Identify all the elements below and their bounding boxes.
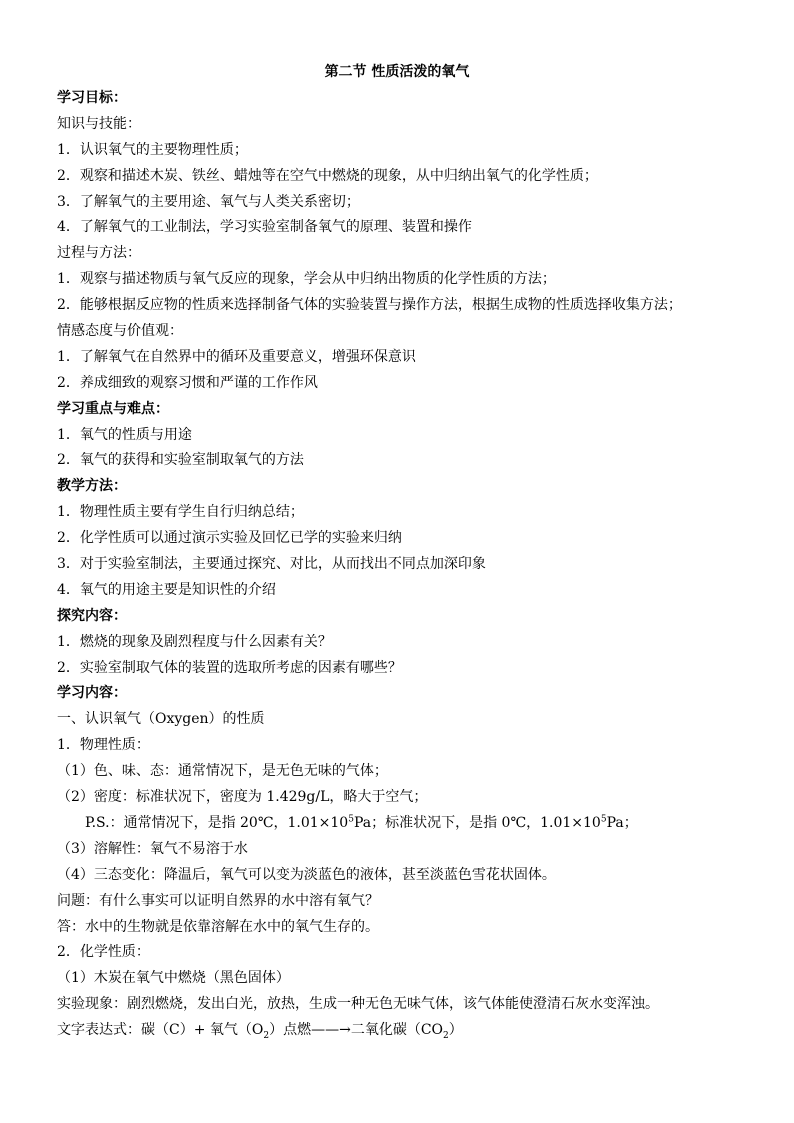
body-line: 一、认识氧气（Oxygen）的性质 xyxy=(57,711,265,728)
body-line: 2．化学性质可以通过演示实验及回忆已学的实验来归纳 xyxy=(57,530,402,547)
body-line: 2．实验室制取气体的装置的选取所考虑的因素有哪些？ xyxy=(57,659,402,676)
body-line: 1．物理性质： xyxy=(57,737,150,754)
body-line: 问题：有什么事实可以证明自然界的水中溶有氧气？ xyxy=(57,892,379,909)
ps-sup-2: 5 xyxy=(600,814,607,825)
body-line: 过程与方法： xyxy=(57,245,141,262)
body-line: （1）木炭在氧气中燃烧（黑色固体） xyxy=(57,970,290,987)
formula-part-3: ） xyxy=(448,1022,463,1039)
body-line: 知识与技能： xyxy=(57,115,141,132)
document-body xyxy=(57,86,747,1044)
body-line: 情感态度与价值观： xyxy=(57,323,183,340)
body-line: 2．观察和描述木炭、铁丝、蜡烛等在空气中燃烧的现象，从中归纳出氧气的化学性质； xyxy=(57,167,598,184)
ps-prefix: P.S.：通常情况下，是指 20℃，1.01×10 xyxy=(85,814,349,831)
body-line: 2．能够根据反应物的性质来选择制备气体的实验装置与操作方法，根据生成物的性质选择收集方法； xyxy=(57,297,682,314)
body-line: 2．化学性质： xyxy=(57,944,150,961)
body-heading: 学习内容： xyxy=(57,685,127,702)
ps-note-line xyxy=(57,811,747,837)
ps-suffix: Pa； xyxy=(606,814,638,831)
text-block-1 xyxy=(57,86,747,811)
body-line: （3）溶解性：氧气不易溶于水 xyxy=(57,840,248,857)
formula-sub-2: 2 xyxy=(443,1030,449,1041)
ps-sup-1: 5 xyxy=(348,814,354,825)
body-line: 实验现象：剧烈燃烧，发出白光，放热，生成一种无色无味气体，该气体能使澄清石灰水变浑浊。 xyxy=(57,996,659,1013)
body-heading: 探究内容： xyxy=(57,607,127,624)
body-line: 2．养成细致的观察习惯和严谨的工作作风 xyxy=(57,374,318,391)
body-heading: 教学方法： xyxy=(57,478,127,495)
body-line: 1．了解氧气在自然界中的循环及重要意义，增强环保意识 xyxy=(57,348,416,365)
body-line: 1．观察与描述物质与氧气反应的现象，学会从中归纳出物质的化学性质的方法； xyxy=(57,271,556,288)
body-line: 1．物理性质主要有学生自行归纳总结； xyxy=(57,504,304,521)
body-line: （1）色、味、态：通常情况下，是无色无味的气体； xyxy=(57,763,388,780)
body-line: 4．氧气的用途主要是知识性的介绍 xyxy=(57,581,276,598)
body-line: 1．燃烧的现象及剧烈程度与什么因素有关？ xyxy=(57,633,332,650)
formula-sub-1: 2 xyxy=(263,1030,270,1041)
ps-middle: Pa；标准状况下，是指 0℃，1.01×10 xyxy=(353,814,601,831)
formula-part-1: 文字表达式：碳（C）+ 氧气（O xyxy=(57,1022,264,1039)
document-title: 第二节 性质活泼的氧气 xyxy=(324,64,470,80)
formula-part-2: ）点燃——→二氧化碳（CO xyxy=(269,1022,444,1039)
body-line: 2．氧气的获得和实验室制取氧气的方法 xyxy=(57,452,304,469)
text-block-2 xyxy=(57,837,747,1018)
body-line: 1．氧气的性质与用途 xyxy=(57,426,192,443)
body-heading: 学习目标： xyxy=(57,90,127,106)
body-line: 4．了解氧气的工业制法，学习实验室制备氧气的原理、装置和操作 xyxy=(57,219,472,236)
formula-line xyxy=(57,1018,747,1044)
body-line: 3．了解氧气的主要用途、氧气与人类关系密切； xyxy=(57,193,360,210)
body-line: （2）密度：标准状况下，密度为 1.429g/L，略大于空气； xyxy=(57,789,428,806)
body-heading: 学习重点与难点： xyxy=(57,400,169,417)
body-line: 答：水中的生物就是依靠溶解在水中的氧气生存的。 xyxy=(57,918,379,935)
body-line: 3．对于实验室制法，主要通过探究、对比，从而找出不同点加深印象 xyxy=(57,556,486,573)
body-line: （4）三态变化：降温后，氧气可以变为淡蓝色的液体，甚至淡蓝色雪花状固体。 xyxy=(57,866,556,883)
body-line: 1．认识氧气的主要物理性质； xyxy=(57,141,248,158)
